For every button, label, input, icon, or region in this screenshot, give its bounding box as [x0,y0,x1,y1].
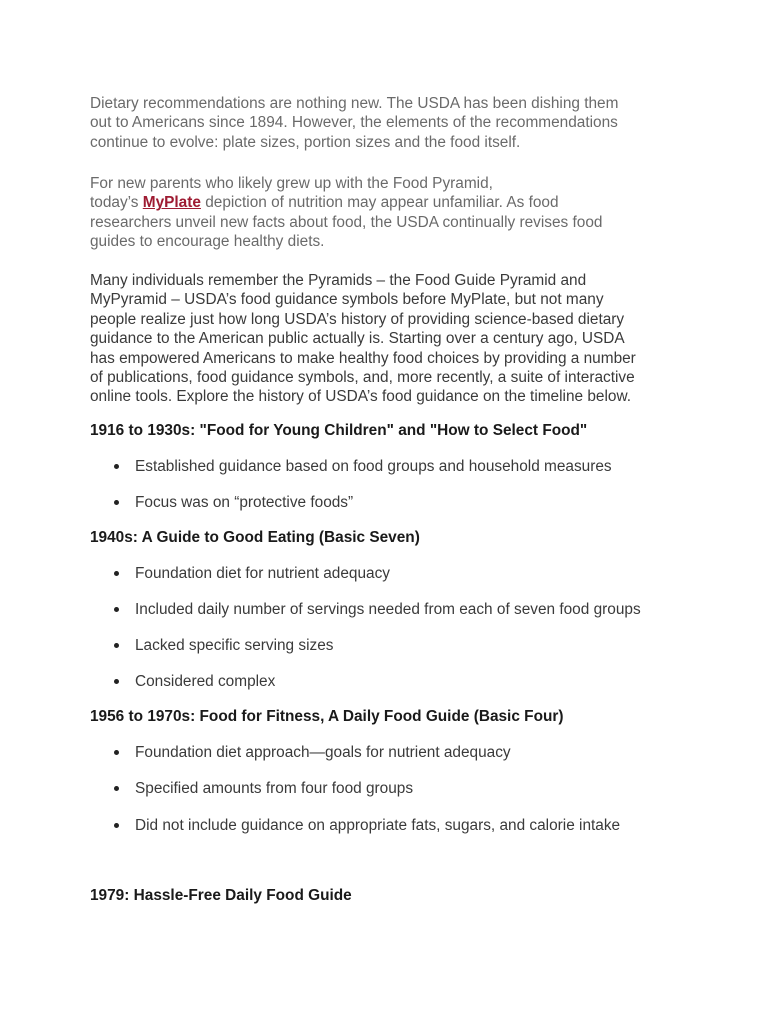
parents-line-suffix: depiction of nutrition may appear unfamiliar. As food [200,194,559,212]
history-line: MyPyramid – USDA’s food guidance symbols before MyPlate, but not many [90,291,604,309]
bullet-icon [114,500,119,505]
list-item-text: Included daily number of servings needed from each of seven food groups [135,601,641,618]
list-item-text: Considered complex [135,673,276,690]
parents-line: guides to encourage healthy diets. [90,233,325,251]
history-line: guidance to the American public actually is. Starting over a century ago, USDA [90,330,625,348]
bullet-icon [114,464,119,469]
history-line: Many individuals remember the Pyramids – the Food Guide Pyramid and [90,272,587,289]
bullet-icon [114,786,119,791]
section-heading: 1940s: A Guide to Good Eating (Basic Seven) [90,529,420,546]
section-heading: 1916 to 1930s: "Food for Young Children" and "How to Select Food" [90,422,588,439]
intro-line: out to Americans since 1894. However, the elements of the recommendations [90,114,618,132]
parents-line [90,193,690,212]
bullet-icon [114,571,119,576]
bullet-icon [114,607,119,612]
history-line: online tools. Explore the history of USDA’s food guidance on the timeline below. [90,388,631,406]
list-item-text: Focus was on “protective foods” [135,494,354,511]
list-item-text: Established guidance based on food groups and household measures [135,458,612,475]
intro-paragraph [90,94,690,152]
history-paragraph [90,271,690,407]
list-item-text: Lacked specific serving sizes [135,637,334,654]
section-heading: 1979: Hassle-Free Daily Food Guide [90,887,352,904]
intro-line: continue to evolve: plate sizes, portion sizes and the food itself. [90,133,521,151]
history-line: of publications, food guidance symbols, and, more recently, a suite of interactive [90,369,635,387]
bullet-icon [114,823,119,828]
history-line: has empowered Americans to make healthy food choices by providing a number [90,349,636,367]
section-heading: 1956 to 1970s: Food for Fitness, A Daily Food Guide (Basic Four) [90,708,564,725]
history-line: people realize just how long USDA’s history of providing science-based dietary [90,310,625,328]
parents-line: For new parents who likely grew up with the Food Pyramid, [90,175,493,192]
parents-paragraph [90,174,690,252]
parents-line: researchers unveil new facts about food, the USDA continually revises food [90,213,603,231]
myplate-link[interactable]: MyPlate [142,194,201,212]
bullet-icon [114,679,119,684]
intro-line: Dietary recommendations are nothing new. The USDA has been dishing them [90,95,619,112]
list-item-text: Foundation diet for nutrient adequacy [135,565,390,582]
list-item-text: Did not include guidance on appropriate fats, sugars, and calorie intake [135,817,621,834]
list-item-text: Specified amounts from four food groups [135,780,414,797]
list-item-text: Foundation diet approach—goals for nutrient adequacy [135,744,511,761]
bullet-icon [114,750,119,755]
bullet-icon [114,643,119,648]
parents-line-prefix: today’s [90,194,143,212]
